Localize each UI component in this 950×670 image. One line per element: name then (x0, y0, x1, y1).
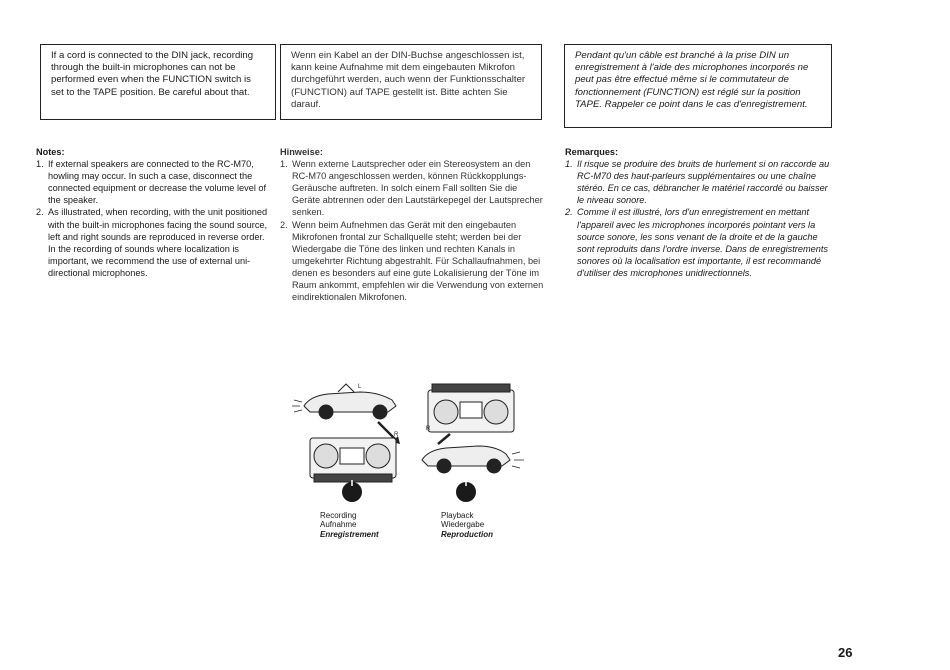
list-number: 2. (36, 207, 44, 218)
list-text: If external speakers are connected to the RC-M70, howling may occur. In such a case, disconnect the connected equipment or decrease the volume level of the speaker. (48, 159, 267, 206)
list-text: Comme il est illustré, lors d'un enregistrement en mettant l'appareil avec les microphones incorporés pointant vers la source sonore, les sons venant de la droite et de la gauche sont reproduits dans l'ordre inverse. Dans de enregistrements sonores où la localisation est importante, il est recommandé d'utiliser des microphones unidirectionnels. (577, 207, 828, 278)
list-item (280, 158, 544, 218)
din-warning-box-fr (564, 44, 832, 128)
caption-fr: Enregistrement (320, 529, 379, 539)
radio-cassette-icon (428, 384, 514, 432)
caption-fr: Reproduction (441, 529, 493, 539)
din-warning-box-de (280, 44, 542, 120)
list-item (565, 206, 835, 279)
page-number: 26 (838, 645, 853, 660)
notes-column-fr (565, 146, 835, 279)
din-warning-box-en (40, 44, 276, 120)
list-text: Il risque se produire des bruits de hurlement si on raccorde au RC-M70 des haut-parleurs supplémentaires ou une chaîne stéréo. En ce cas, débrancher le matériel raccordé ou baisser le niveau sonore. (577, 159, 830, 206)
recording-caption (320, 511, 379, 539)
notes-heading-en: Notes: (36, 147, 65, 157)
notes-list-de (280, 158, 544, 303)
arrow-icon (438, 434, 450, 444)
din-warning-text-de: Wenn ein Kabel an der DIN-Buchse angeschlossen ist, kann keine Aufnahme mit dem eingebauten Mikrofon durchgeführt werden, auch wenn der Funktionsschalter (FUNCTION) auf TAPE gestellt ist. Bitte achten Sie darauf. (291, 50, 526, 110)
notes-column-de (280, 146, 544, 303)
notes-heading-fr: Remarques: (565, 147, 619, 157)
list-item (36, 206, 270, 279)
list-text: Wenn externe Lautsprecher oder ein Stereosystem an den RC-M70 angeschlossen werden, können Rückkopplungs-Geräusche auftreten. In solch einem Fall sollten Sie die Geräte abtrennen oder den Lautstärkepegel der Lautsprecher senken. (292, 159, 543, 218)
stereo-recording-illustration (288, 378, 528, 508)
din-warning-text-en: If a cord is connected to the DIN jack, recording through the built-in microphones can not be performed even when the FUNCTION switch is set to the TAPE position. Be careful about that. (51, 50, 254, 98)
race-car-icon (292, 384, 396, 419)
list-number: 1. (280, 159, 288, 170)
ear-icon (456, 480, 476, 502)
notes-list-fr (565, 158, 835, 279)
label-r: R (426, 426, 431, 432)
notes-column-en (36, 146, 270, 279)
label-r: R (394, 432, 399, 438)
list-text: As illustrated, when recording, with the unit positioned with the built-in microphones facing the sound source, left and right sounds are reproduced in reverse order. In the recording of sounds where localization is important, we recommend the use of external uni-directional microphones. (48, 207, 268, 278)
playback-caption (441, 511, 493, 539)
list-item (280, 219, 544, 304)
notes-heading-de: Hinweise: (280, 147, 323, 157)
list-number: 1. (36, 159, 44, 170)
din-warning-text-fr: Pendant qu'un câble est branché à la prise DIN un enregistrement à l'aide des microphones incorporés ne peut pas être effectué même si le commutateur de fonctionnement (FUNCTION) est réglé sur la position TAPE. Rappeler ce point dans le cas d'enregistrement. (575, 50, 809, 110)
race-car-icon (422, 446, 524, 473)
radio-cassette-icon (310, 438, 396, 482)
list-number: 2. (280, 219, 288, 230)
caption-en: Playback (441, 511, 474, 520)
list-item (36, 158, 270, 206)
list-text: Wenn beim Aufnehmen das Gerät mit den eingebauten Mikrofonen frontal zur Schallquelle steht; werden bei der Wiedergabe die Töne des linken und rechten Kanals in umgekehrter Richtung abgestrahlt. Für Schallaufnahmen, bei denen es besonders auf eine gute Lokalisierung der Töne im Raum ankommt, empfehlen wir die Verwendung von externen eindirektionalen Mikrofonen. (292, 219, 544, 303)
caption-en: Recording (320, 511, 357, 520)
label-l: L (358, 384, 362, 390)
list-number: 2. (565, 207, 573, 218)
list-number: 1. (565, 159, 573, 170)
ear-icon (342, 480, 362, 502)
list-item (565, 158, 835, 206)
caption-de: Wiedergabe (441, 520, 485, 530)
caption-de: Aufnahme (320, 520, 357, 530)
notes-list-en (36, 158, 270, 279)
